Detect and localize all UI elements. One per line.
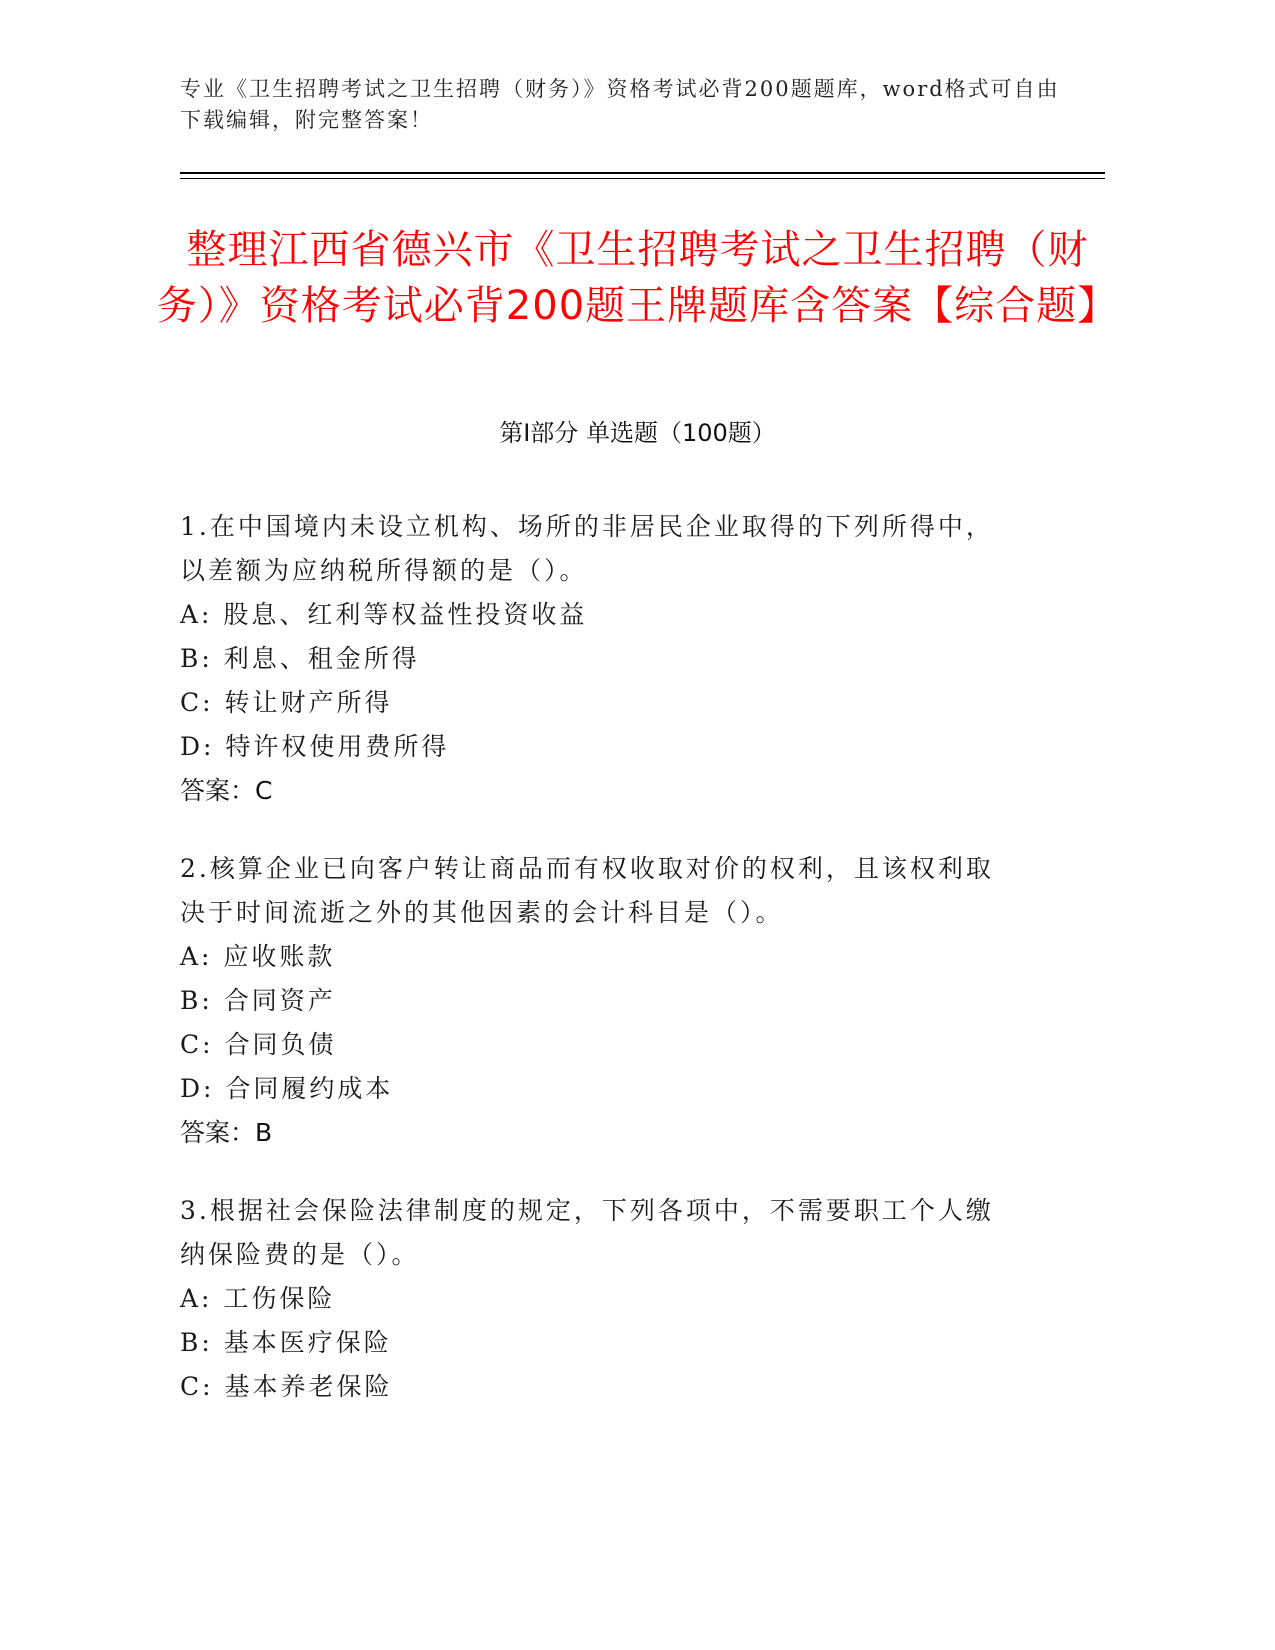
header-note: 专业《卫生招聘考试之卫生招聘（财务）》资格考试必背200题题库，word格式可自由下载编辑，附完整答案！ — [180, 77, 1060, 132]
question-stem: 3.根据社会保险法律制度的规定，下列各项中，不需要职工个人缴纳保险费的是（）。 — [180, 1196, 994, 1269]
option-a: A: 应收账款 — [180, 942, 336, 971]
option-d: D: 特许权使用费所得 — [180, 732, 450, 761]
option-d: D: 合同履约成本 — [180, 1074, 394, 1103]
option-c: C: 合同负债 — [180, 1030, 337, 1059]
option-c: C: 转让财产所得 — [180, 688, 393, 717]
document-title: 整理江西省德兴市《卫生招聘考试之卫生招聘（财务）》资格考试必背200题王牌题库含答案【综合题】 — [156, 227, 1119, 329]
option-c: C: 基本养老保险 — [180, 1372, 393, 1401]
header-divider-thin — [180, 178, 1105, 179]
option-b: B: 基本医疗保险 — [180, 1328, 392, 1357]
answer: 答案：C — [180, 776, 273, 805]
question-2 — [180, 847, 1020, 1155]
question-1 — [180, 505, 1020, 813]
question-stem: 1.在中国境内未设立机构、场所的非居民企业取得的下列所得中，以差额为应纳税所得额的是（）。 — [180, 512, 994, 585]
answer: 答案：B — [180, 1118, 273, 1147]
header-divider-thick — [180, 172, 1105, 174]
section-heading: 第Ⅰ部分 单选题（100题） — [499, 419, 776, 447]
question-list — [180, 505, 1020, 1443]
option-a: A: 股息、红利等权益性投资收益 — [180, 600, 588, 629]
question-stem: 2.核算企业已向客户转让商品而有权收取对价的权利，且该权利取决于时间流逝之外的其他因素的会计科目是（）。 — [180, 854, 994, 927]
option-a: A: 工伤保险 — [180, 1284, 336, 1313]
question-3 — [180, 1189, 1020, 1409]
option-b: B: 合同资产 — [180, 986, 336, 1015]
option-b: B: 利息、租金所得 — [180, 644, 420, 673]
